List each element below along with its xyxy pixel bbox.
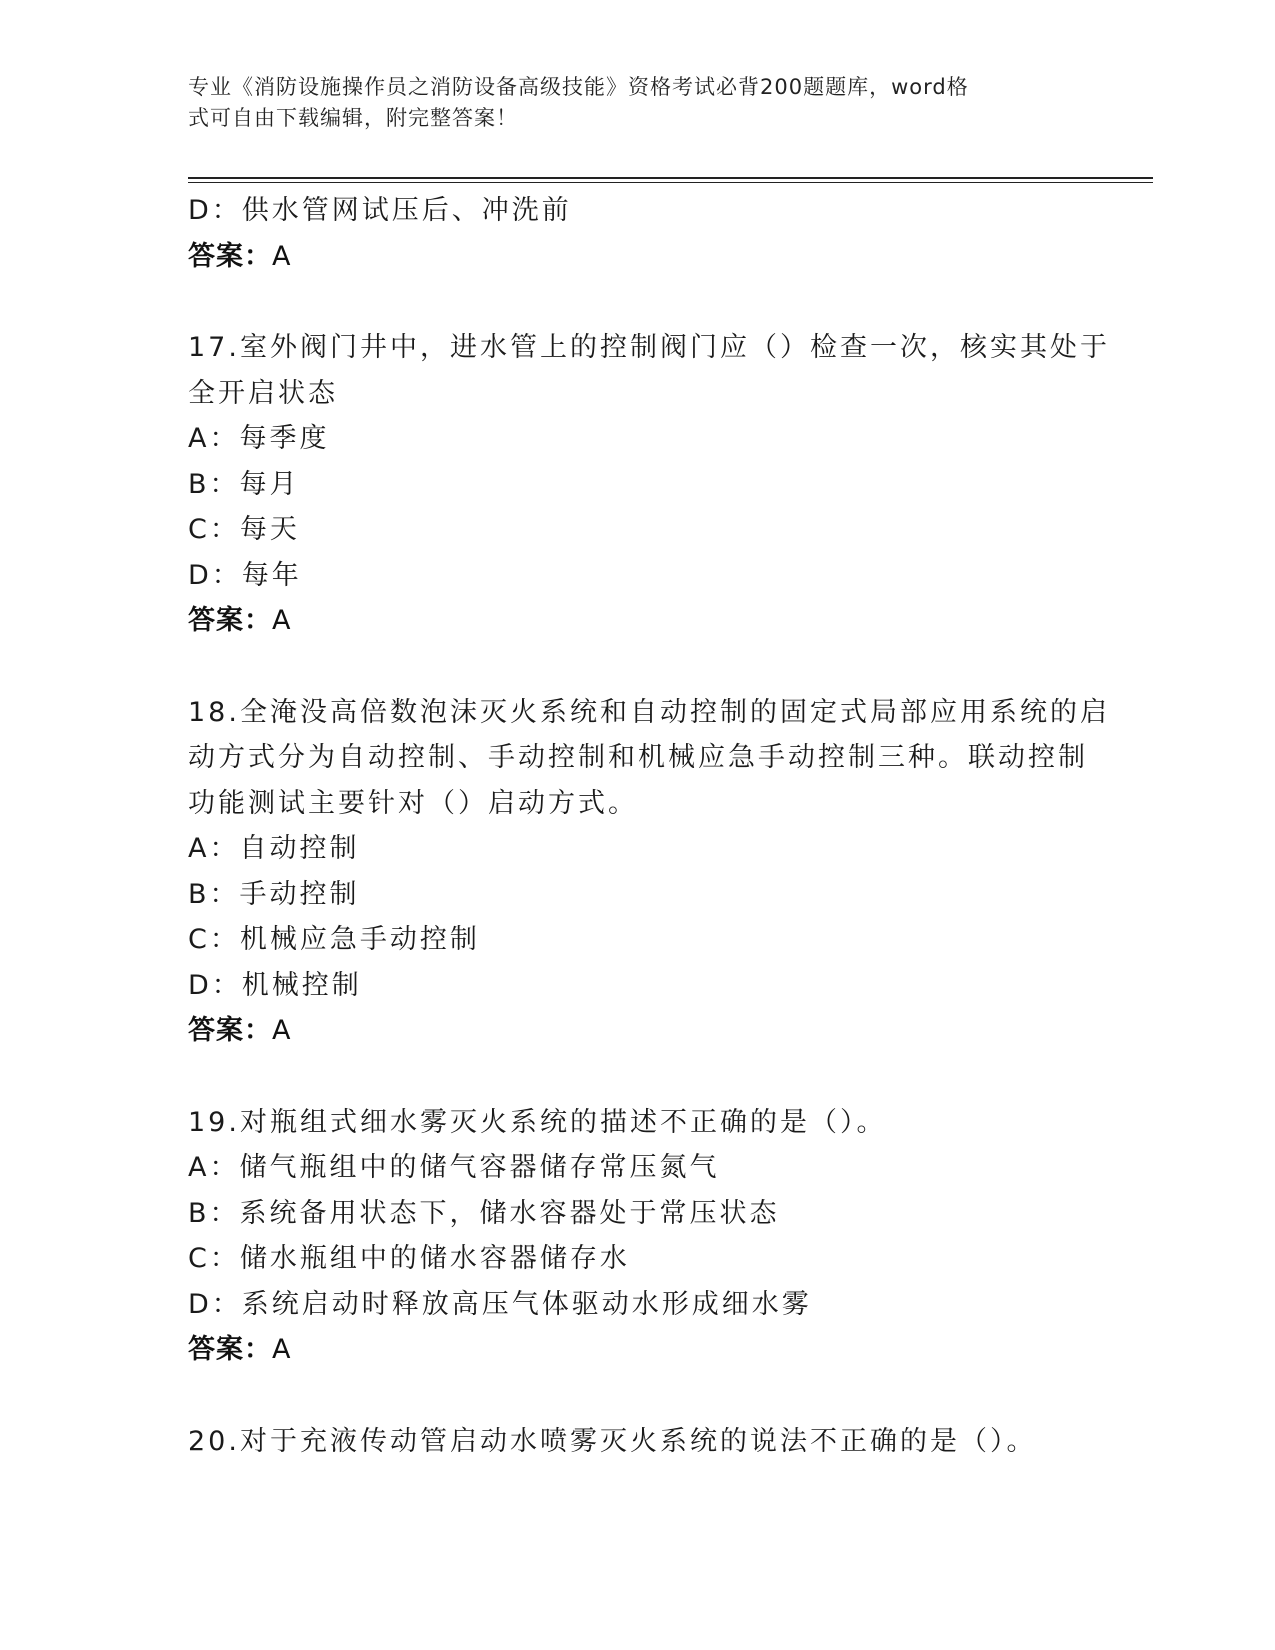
header-divider-thin [188,182,1153,183]
q20-stem-line-1: 20.对于充液传动管启动水喷雾灭火系统的说法不正确的是（）。 [188,1425,1037,1457]
q18-option-c: C：机械应急手动控制 [188,924,480,955]
answer-value: A [272,1334,292,1365]
q17-option-d: D：每年 [188,559,302,591]
answer-value: A [272,605,292,636]
q16-answer [188,234,1088,280]
header-divider-thick [188,177,1153,179]
q19-answer [188,1327,1088,1373]
q18-stem-line-3: 功能测试主要针对（）启动方式。 [188,787,638,819]
q17-stem-line-1: 17.室外阀门井中，进水管上的控制阀门应（）检查一次，核实其处于 [188,332,1110,363]
answer-value: A [272,240,292,272]
q17-answer [188,598,1088,644]
spacer [188,1373,1088,1419]
q17-option-a: A：每季度 [188,423,330,454]
q19-option-b: B：系统备用状态下，储水容器处于常压状态 [188,1197,780,1229]
q18-answer [188,1008,1088,1054]
q18-stem-line-1: 18.全淹没高倍数泡沫灭火系统和自动控制的固定式局部应用系统的启 [188,696,1110,728]
header-line-2: 式可自由下载编辑，附完整答案！ [188,106,518,130]
q17-option-c: C：每天 [188,514,300,545]
q19-stem-line-1: 19.对瓶组式细水雾灭火系统的描述不正确的是（）。 [188,1106,887,1138]
spacer [188,644,1088,690]
question-content [188,188,1110,1464]
answer-label: 答案： [188,1334,272,1365]
q18-option-d: D：机械控制 [188,969,362,1001]
q17-stem-line-2: 全开启状态 [188,377,338,409]
spacer [188,1054,1088,1100]
q19-option-d: D：系统启动时释放高压气体驱动水形成细水雾 [188,1288,812,1320]
answer-label: 答案： [188,1015,272,1046]
header-line-1: 专业《消防设施操作员之消防设备高级技能》资格考试必背200题题库，word格 [188,75,969,99]
q18-option-a: A：自动控制 [188,833,360,864]
page-header [188,72,1068,134]
q18-option-b: B：手动控制 [188,878,360,910]
q19-option-c: C：储水瓶组中的储水容器储存水 [188,1243,630,1274]
spacer [188,279,1088,325]
answer-value: A [272,1015,292,1046]
q18-stem-line-2: 动方式分为自动控制、手动控制和机械应急手动控制三种。联动控制 [188,742,1088,773]
q17-option-b: B：每月 [188,468,300,500]
q16-option-d: D：供水管网试压后、冲洗前 [188,195,572,226]
q19-option-a: A：储气瓶组中的储气容器储存常压氮气 [188,1152,720,1183]
answer-label: 答案： [188,240,272,272]
answer-label: 答案： [188,605,272,636]
